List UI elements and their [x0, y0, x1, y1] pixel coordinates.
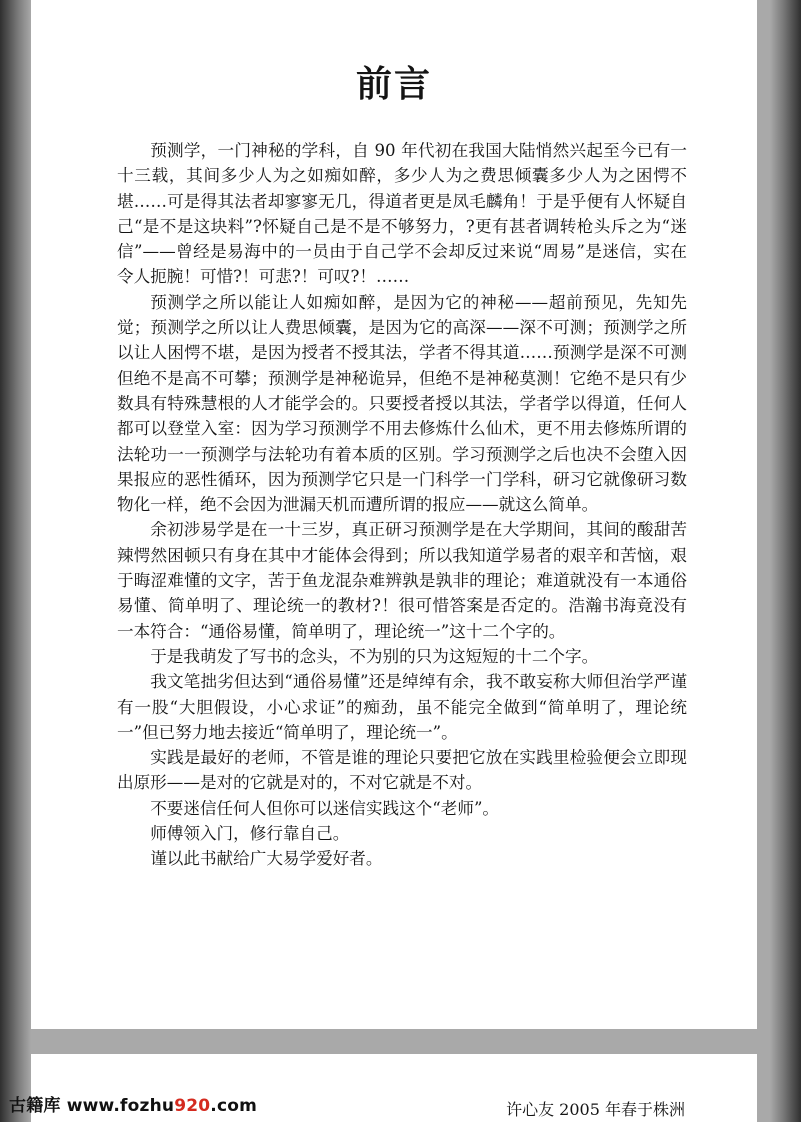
- watermark-site-name: 古籍库: [9, 1096, 61, 1116]
- page-title: 前言: [355, 63, 432, 105]
- document-page: [31, 0, 757, 1029]
- paragraph-5: 我文笔拙劣但达到“通俗易懂”还是绰绰有余，我不敢妄称大师但治学严谨有一股“大胆假设，小心求证”的痴劲，虽不能完全做到“简单明了，理论统一”但已努力地去接近“简单明了，理论统一”。: [117, 672, 687, 742]
- preface-body: [117, 138, 687, 872]
- paragraph-6: 实践是最好的老师，不管是谁的理论只要把它放在实践里检验便会立即现出原形——是对的它就是对的，不对它就是不对。: [117, 748, 687, 793]
- paragraph-2: 预测学之所以能让人如痴如醉，是因为它的神秘——超前预见，先知先觉；预测学之所以让人费思倾囊，是因为它的高深——深不可测；预测学之所以让人困愕不堪，是因为授者不授其法，学者不得其道……预测学是深不可测但绝不是高不可攀；预测学是神秘诡异，但绝不是神秘莫测！它绝不是只有少数具有特殊慧根的人才能学会的。只要授者授以其法，学者学以得道，任何人都可以登堂入室：因为学习预测学不用去修炼什么仙术，更不用去修炼所谓的法轮功一一预测学与法轮功有着本质的区别。学习预测学之后也决不会堕入因果报应的恶性循环，因为预测学它只是一门科学一门学科，研习它就像研习数物化一样，绝不会因为泄漏天机而遭所谓的报应——就这么简单。: [117, 292, 687, 515]
- paragraph-3: 余初涉易学是在一十三岁，真正研习预测学是在大学期间，其间的酸甜苦辣愕然困顿只有身在其中才能体会得到；所以我知道学易者的艰辛和苦恼，艰于晦涩难懂的文字，苦于鱼龙混杂难辨孰是孰非的理论；难道就没有一本通俗易懂、简单明了、理论统一的教材?！很可惜答案是否定的。浩瀚书海竟没有一本符合：“通俗易懂，简单明了，理论统一”这十二个字的。: [117, 520, 687, 641]
- paragraph-1: 预测学，一门神秘的学科，自 90 年代初在我国大陆悄然兴起至今已有一十三载，其间多少人为之如痴如醉，多少人为之费思倾囊多少人为之困愕不堪……可是得其法者却寥寥无几，得道者更是凤毛麟角！于是乎便有人怀疑自己“是不是这块料”?怀疑自己是不是不够努力，?更有甚者调转枪头斥之为“迷信”——曾经是易海中的一员由于自己学不会却反过来说“周易”是迷信，实在令人扼腕！可惜?！可悲?！可叹?！……: [117, 141, 687, 287]
- author-signature: 许心友 2005 年春于株洲: [506, 1100, 685, 1119]
- paragraph-8: 师傅领入门，修行靠自己。: [150, 824, 350, 844]
- paragraph-4: 于是我萌发了写书的念头，不为别的只为这短短的十二个字。: [150, 646, 599, 666]
- paragraph-9: 谨以此书献给广大易学爱好者。: [150, 849, 383, 869]
- watermark-url-suffix: .com: [210, 1096, 258, 1116]
- watermark-url-prefix: www.fozhu: [66, 1096, 175, 1116]
- paragraph-7: 不要迷信任何人但你可以迷信实践这个“老师”。: [150, 798, 500, 818]
- watermark-url-number: 920: [174, 1096, 211, 1116]
- site-watermark[interactable]: [9, 1091, 257, 1116]
